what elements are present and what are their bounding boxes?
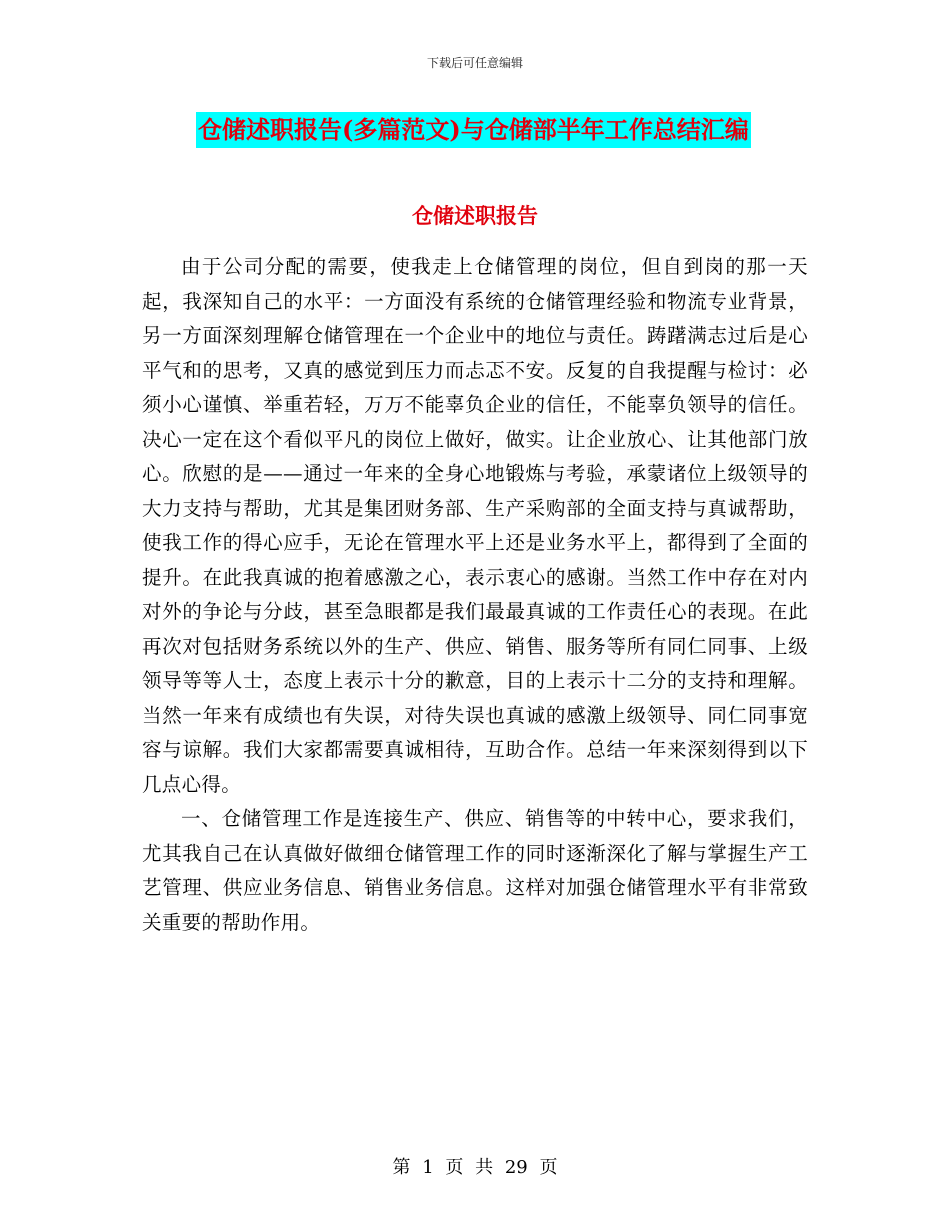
page-footer: 第 1 页 共 29 页 — [392, 1157, 558, 1178]
document-title: 仓储述职报告(多篇范文)与仓储部半年工作总结汇编 — [196, 112, 751, 148]
body-text — [142, 250, 808, 940]
section-title: 仓储述职报告 — [412, 203, 538, 228]
paragraph-1: 由于公司分配的需要，使我走上仓储管理的岗位，但自到岗的那一天起，我深知自己的水平：一方面没有系统的仓储管理经验和物流专业背景，另一方面深刻理解仓储管理在一个企业中的地位与责任。踌躇满志过后是心平气和的思考，又真的感觉到压力而忐忑不安。反复的自我提醒与检讨：必须小心谨慎、举重若轻，万万不能辜负企业的信任，不能辜负领导的信任。决心一定在这个看似平凡的岗位上做好，做实。让企业放心、让其他部门放心。欣慰的是——通过一年来的全身心地锻炼与考验，承蒙诸位上级领导的大力支持与帮助，尤其是集团财务部、生产采购部的全面支持与真诚帮助，使我工作的得心应手，无论在管理水平上还是业务水平上，都得到了全面的提升。在此我真诚的抱着感激之心，表示衷心的感谢。当然工作中存在对内对外的争论与分歧，甚至急眼都是我们最最真诚的工作责任心的表现。在此再次对包括财务系统以外的生产、供应、销售、服务等所有同仁同事、上级领导等等人士，态度上表示十分的歉意，目的上表示十二分的支持和理解。当然一年来有成绩也有失误，对待失误也真诚的感激上级领导、同仁同事宽容与谅解。我们大家都需要真诚相待，互助合作。总结一年来深刻得到以下几点心得。 — [142, 255, 808, 796]
header-note: 下载后可任意编辑 — [426, 56, 523, 70]
paragraph-2: 一、仓储管理工作是连接生产、供应、销售等的中转中心，要求我们，尤其我自己在认真做好做细仓储管理工作的同时逐渐深化了解与掌握生产工艺管理、供应业务信息、销售业务信息。这样对加强仓储管理水平有非常致关重要的帮助作用。 — [142, 807, 808, 934]
